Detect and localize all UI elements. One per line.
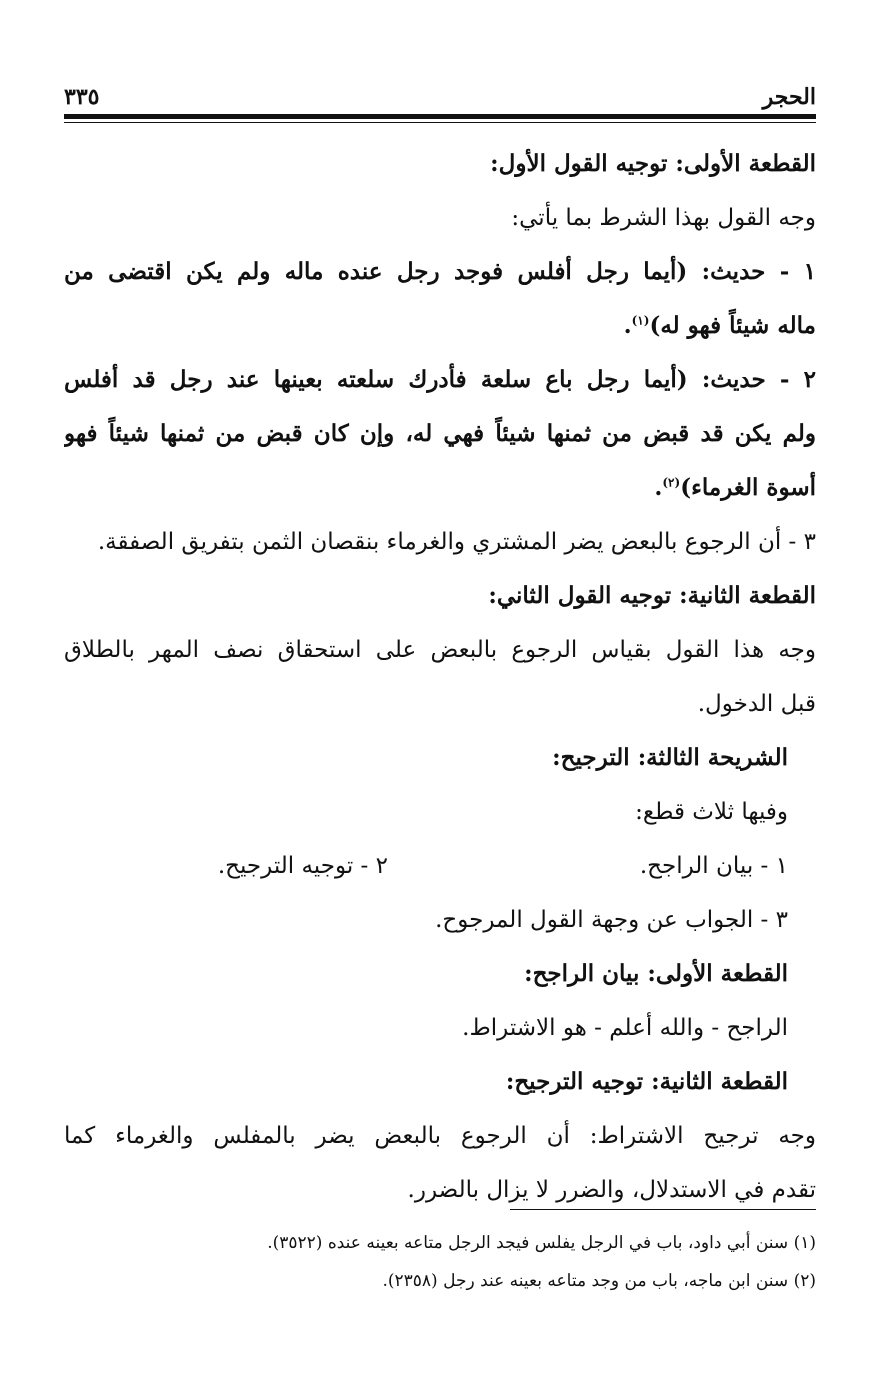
main-text [64, 137, 816, 1217]
hadith-text: أسوة الغرماء) [680, 474, 816, 501]
period: . [654, 474, 663, 501]
section-heading: القطعة الأولى: بيان الراجح: [524, 960, 788, 987]
list-item: ١ - بيان الراجح. [639, 853, 788, 879]
hadith-line [64, 299, 816, 353]
section-heading: القطعة الأولى: توجيه القول الأول: [490, 150, 816, 177]
footnote-ref[interactable]: (١) [631, 313, 650, 328]
hadith-line: ١ - حديث: (أيما رجل أفلس فوجد رجل عنده ماله ولم يكن اقتضى من [64, 258, 816, 285]
paragraph-line: وجه القول بهذا الشرط بما يأتي: [511, 205, 816, 231]
page-number: ٣٣٥ [64, 84, 100, 110]
list-row [64, 839, 816, 893]
hadith-text: ماله شيئاً فهو له) [649, 312, 816, 339]
hadith-line: ولم يكن قد قبض من ثمنها شيئاً فهي له، وإن كان قبض من ثمنها شيئاً فهو [64, 420, 816, 447]
chapter-title: الحجر [762, 84, 816, 110]
list-item: ٣ - الجواب عن وجهة القول المرجوح. [435, 907, 788, 933]
section-heading: القطعة الثانية: توجيه الترجيح: [505, 1068, 788, 1095]
paragraph-line: وجه هذا القول بقياس الرجوع بالبعض على استحقاق نصف المهر بالطلاق [64, 637, 816, 663]
section-heading: القطعة الثانية: توجيه القول الثاني: [488, 582, 816, 609]
book-page [64, 78, 816, 1291]
paragraph-line: وفيها ثلاث قطع: [635, 799, 788, 825]
footnote: (٢) سنن ابن ماجه، باب من وجد متاعه بعينه عند رجل (٢٣٥٨). [382, 1271, 816, 1291]
header-rule-thick [64, 114, 816, 119]
paragraph-line: الراجح - والله أعلم - هو الاشتراط. [462, 1015, 788, 1041]
hadith-line [64, 461, 816, 515]
hadith-line: ٢ - حديث: (أيما رجل باع سلعة فأدرك سلعته بعينها عند رجل قد أفلس [64, 366, 816, 393]
footnote: (١) سنن أبي داود، باب في الرجل يفلس فيجد الرجل متاعه بعينه عنده (٣٥٢٢). [267, 1233, 816, 1253]
paragraph-line: تقدم في الاستدلال، والضرر لا يزال بالضرر. [407, 1177, 816, 1203]
footnote-ref[interactable]: (٢) [662, 475, 681, 490]
paragraph-line: وجه ترجيح الاشتراط: أن الرجوع بالبعض يضر بالمفلس والغرماء كما [64, 1123, 816, 1149]
footnote-separator [510, 1209, 816, 1210]
period: . [623, 312, 632, 339]
paragraph-line: ٣ - أن الرجوع بالبعض يضر المشتري والغرماء بنقصان الثمن بتفريق الصفقة. [97, 529, 816, 555]
header-rule-thin [64, 122, 816, 123]
list-item: ٢ - توجيه الترجيح. [217, 853, 388, 879]
section-heading: الشريحة الثالثة: الترجيح: [552, 744, 788, 771]
paragraph-line: قبل الدخول. [697, 691, 816, 717]
footnotes [64, 1224, 816, 1300]
running-header [64, 78, 816, 110]
